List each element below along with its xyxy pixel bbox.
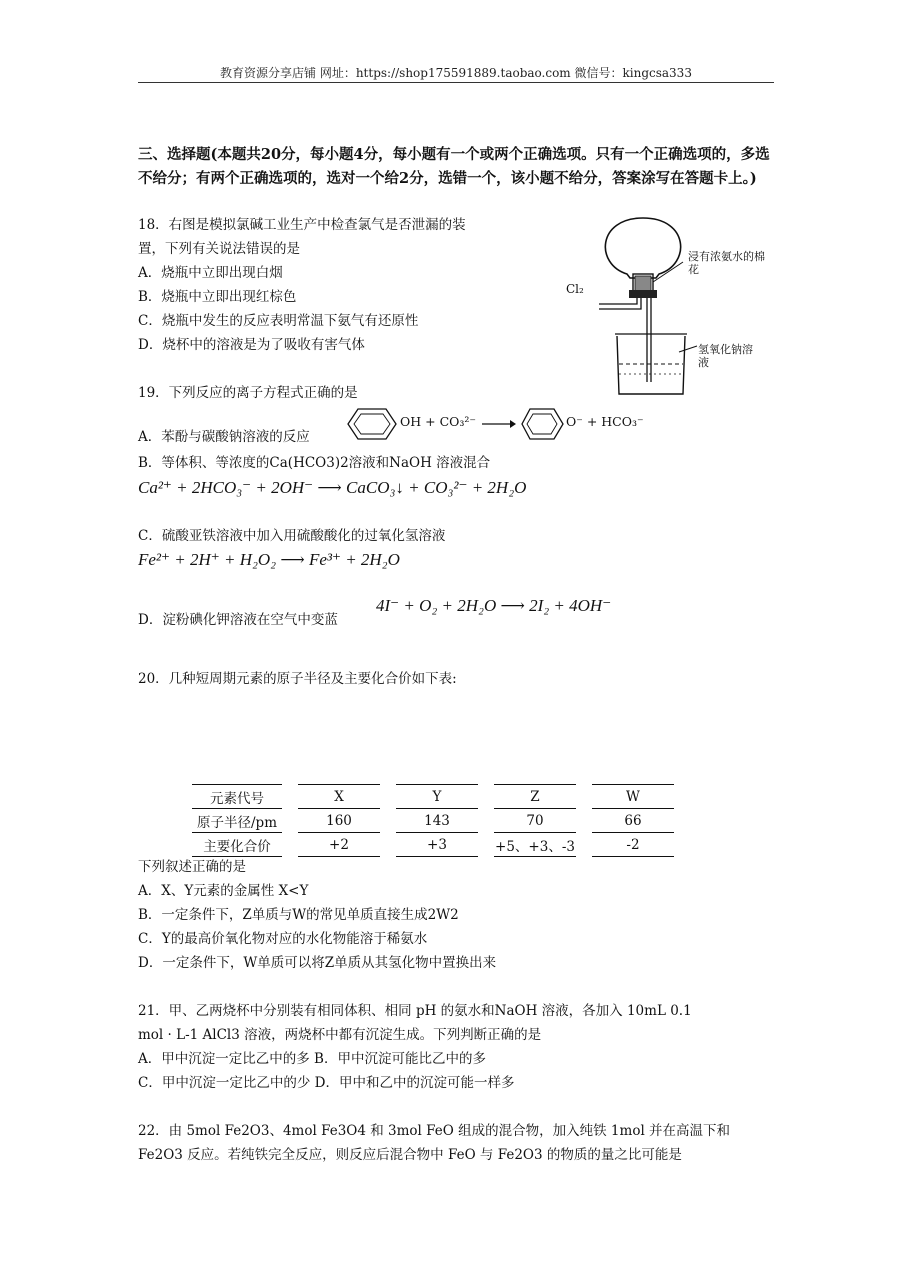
table-row xyxy=(192,809,674,833)
q19-option-a-reactants: OH + CO₃²⁻ xyxy=(400,414,477,429)
q19-option-b-text: B．等体积、等浓度的Ca(HCO3)2溶液和NaOH 溶液混合 xyxy=(138,455,491,471)
table-cell: +5、+3、-3 xyxy=(494,833,576,857)
q21-line2: mol · L-1 AlCl3 溶液，两烧杯中都有沉淀生成。下列判断正确的是 xyxy=(138,1027,542,1043)
table-cell: 143 xyxy=(396,809,478,833)
q22-line1: 22．由 5mol Fe2O3、4mol Fe3O4 和 3mol FeO 组成的混合物，加入纯铁 1mol 并在高温下和 xyxy=(138,1123,731,1139)
table-cell: 元素代号 xyxy=(192,784,282,809)
q19-option-a-text: A．苯酚与碳酸钠溶液的反应 xyxy=(138,429,310,445)
table-cell: +3 xyxy=(396,833,478,857)
table-cell: 70 xyxy=(494,809,576,833)
q20-option-c: C．Y的最高价氧化物对应的水化物能溶于稀氨水 xyxy=(138,931,428,947)
q20-option-d: D．一定条件下，W单质可以将Z单质从其氢化物中置换出来 xyxy=(138,955,497,971)
reaction-arrow-icon xyxy=(480,418,520,430)
table-cell: W xyxy=(592,784,674,809)
q18-label-cl2: Cl₂ xyxy=(566,282,584,296)
q19-option-d-equation: 4I⁻ + O₂ + 2H₂O ⟶ 2I₂ + 4OH⁻ xyxy=(376,596,612,615)
section-title: 三、选择题(本题共20分，每小题4分，每小题有一个或两个正确选项。只有一个正确选项的，多选不给分；有两个正确选项的，选对一个给2分，选错一个，该小题不给分，答案涂写在答题卡上。) xyxy=(138,146,770,187)
table-cell: -2 xyxy=(592,833,674,857)
q22-line2: Fe2O3 反应。若纯铁完全反应，则反应后混合物中 FeO 与 Fe2O3 的物质的量之比可能是 xyxy=(138,1147,682,1163)
benzene-ring-icon xyxy=(344,406,400,442)
q18-stem-line2: 置，下列有关说法错误的是 xyxy=(138,241,300,257)
q19-stem: 19．下列反应的离子方程式正确的是 xyxy=(138,385,358,401)
header-divider xyxy=(138,82,774,83)
q18-option-b: B．烧瓶中立即出现红棕色 xyxy=(138,289,297,305)
q21-options-cd: C．甲中沉淀一定比乙中的少 D．甲中和乙中的沉淀可能一样多 xyxy=(138,1075,515,1091)
q18-label-cotton: 浸有浓氨水的棉花 xyxy=(688,250,765,276)
q19-option-a-products: O⁻ + HCO₃⁻ xyxy=(566,414,644,429)
q20-after-table: 下列叙述正确的是 xyxy=(138,859,246,875)
q18-option-a: A．烧瓶中立即出现白烟 xyxy=(138,265,283,281)
q19-option-d-text: D．淀粉碘化钾溶液在空气中变蓝 xyxy=(138,612,338,628)
q18-option-c: C．烧瓶中发生的反应表明常温下氨气有还原性 xyxy=(138,313,419,329)
table-cell: 160 xyxy=(298,809,380,833)
q19-option-b-equation: Ca²⁺ + 2HCO₃⁻ + 2OH⁻ ⟶ CaCO₃↓ + CO₃²⁻ + 2H₂O xyxy=(138,478,527,497)
q20-option-a: A．X、Y元素的金属性 X<Y xyxy=(138,883,309,899)
page-header: 教育资源分享店铺 网址：https://shop175591889.taobao.com 微信号：kingcsa333 xyxy=(220,66,692,80)
table-cell: 66 xyxy=(592,809,674,833)
q21-options-ab: A．甲中沉淀一定比乙中的多 B．甲中沉淀可能比乙中的多 xyxy=(138,1051,486,1067)
table-cell: Y xyxy=(396,784,478,809)
q20-option-b: B．一定条件下，Z单质与W的常见单质直接生成2W2 xyxy=(138,907,459,923)
q18-option-d: D．烧杯中的溶液是为了吸收有害气体 xyxy=(138,337,365,353)
table-cell: X xyxy=(298,784,380,809)
q20-stem: 20．几种短周期元素的原子半径及主要化合价如下表: xyxy=(138,671,457,687)
q18-apparatus-figure xyxy=(555,212,775,398)
element-table xyxy=(176,784,690,857)
q19-option-c-equation: Fe²⁺ + 2H⁺ + H₂O₂ ⟶ Fe³⁺ + 2H₂O xyxy=(138,550,400,569)
table-cell: 主要化合价 xyxy=(192,833,282,857)
benzene-ring-icon xyxy=(520,406,566,442)
table-cell: Z xyxy=(494,784,576,809)
q21-line1: 21．甲、乙两烧杯中分别装有相同体积、相同 pH 的氨水和NaOH 溶液，各加入 10mL 0.1 xyxy=(138,1003,692,1019)
q18-stem-line1: 18．右图是模拟氯碱工业生产中检查氯气是否泄漏的装 xyxy=(138,217,466,233)
table-row xyxy=(192,833,674,857)
q19-option-c-text: C．硫酸亚铁溶液中加入用硫酸酸化的过氧化氢溶液 xyxy=(138,528,446,544)
table-cell: +2 xyxy=(298,833,380,857)
q18-label-naoh: 氢氧化钠溶液 xyxy=(698,343,753,369)
table-cell: 原子半径/pm xyxy=(192,809,282,833)
table-row xyxy=(192,784,674,809)
